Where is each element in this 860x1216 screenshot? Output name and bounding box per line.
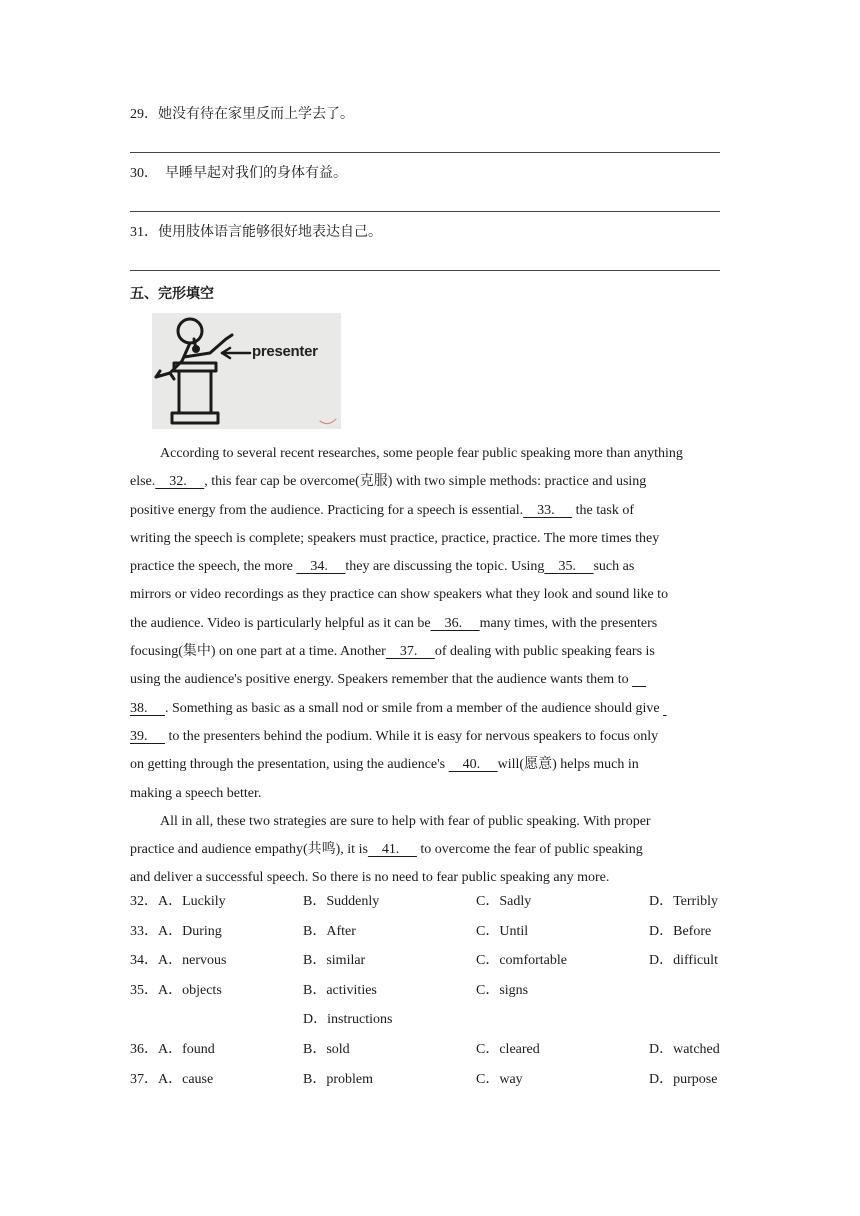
passage-text: practice and audience empathy(共鸣), it is [130,842,368,858]
blank-40[interactable]: 40. [448,757,498,773]
option-36-a[interactable]: 36．A．found [130,1041,215,1057]
passage-text: on getting through the presentation, using the audience's [130,757,449,773]
passage-line [130,581,728,609]
passage-line [130,780,728,808]
option-33-c[interactable]: C．Until [476,923,529,939]
option-33-b[interactable]: B．After [303,923,356,939]
passage-line [130,638,728,666]
passage-line [130,553,728,581]
option-37-b[interactable]: B．problem [303,1071,373,1087]
passage-text: and deliver a successful speech. So there is no need to fear public speaking any more. [130,870,610,886]
section-title: 五、完形填空 [130,286,214,302]
passage-text: writing the speech is complete; speakers must practice, practice, practice. The more times they [130,530,660,546]
passage-text: , this fear cap be overcome(克服) with two simple methods: practice and using [204,474,647,490]
passage-line [130,751,728,779]
passage-text: . Something as basic as a small nod or smile from a member of the audience should give [165,700,664,716]
passage-text: making a speech better. [130,785,262,801]
passage-line [130,440,728,468]
passage-text: to overcome the fear of public speaking [416,842,643,858]
option-row-36 [130,1035,730,1065]
option-35-b[interactable]: B．activities [303,982,377,998]
passage-line [130,723,728,751]
blank-39[interactable]: 39. [130,728,165,744]
passage-text: mirrors or video recordings as they practice can show speakers what they look and sound like to [130,587,669,603]
cloze-passage [130,440,728,893]
option-36-b[interactable]: B．sold [303,1041,350,1057]
blank-35[interactable]: 35. [544,559,594,575]
blank-37[interactable]: 37. [385,644,435,660]
option-row-32 [130,887,730,917]
blank-41[interactable]: 41. [367,842,417,858]
option-row-34 [130,946,730,976]
option-32-c[interactable]: C．Sadly [476,894,532,909]
passage-text: of dealing with public speaking fears is [434,644,655,660]
answer-line-31 [130,270,720,271]
blank-39-start[interactable] [663,695,667,723]
presenter-illustration [152,313,341,429]
option-35-c[interactable]: C．signs [476,982,529,998]
passage-text: positive energy from the audience. Practicing for a speech is essential. [130,502,524,518]
option-34-d[interactable]: D．difficult [649,953,718,969]
option-row-35-cont [130,1005,730,1035]
option-row-35 [130,976,730,1006]
passage-text: using the audience's positive energy. Speakers remember that the audience wants them to [130,672,633,688]
translation-item-29: 29．她没有待在家里反而上学去了。 [130,107,354,122]
passage-line [130,525,728,553]
passage-line [130,836,728,864]
blank-34[interactable]: 34. [296,559,346,575]
passage-text: else. [130,474,156,490]
passage-line [130,497,728,525]
option-35-a[interactable]: 35．A．objects [130,982,222,998]
passage-text: to the presenters behind the podium. While it is easy for nervous speakers to focus only [165,728,659,744]
passage-text: the audience. Video is particularly helpful as it can be [130,615,431,631]
option-34-c[interactable]: C．comfortable [476,953,567,969]
option-35-d[interactable]: D．instructions [303,1012,393,1028]
answer-line-30 [130,211,720,212]
translation-item-30: 30． 早睡早起对我们的身体有益。 [130,166,347,181]
passage-text: practice the speech, the more [130,559,297,575]
answer-line-29 [130,152,720,153]
blank-38[interactable]: 38. [130,700,165,716]
passage-line [130,666,728,694]
option-34-a[interactable]: 34．A．nervous [130,953,227,969]
figure-label: presenter [252,343,318,360]
passage-line [130,610,728,638]
passage-line [130,808,728,836]
option-33-d[interactable]: D．Before [649,923,712,939]
option-37-a[interactable]: 37．A．cause [130,1071,214,1087]
blank-33[interactable]: 33. [523,502,573,518]
passage-text: According to several recent researches, some people fear public speaking more than anything [160,446,683,461]
option-row-33 [130,917,730,947]
passage-text: All in all, these two strategies are sure to help with fear of public speaking. With proper [160,813,651,829]
passage-text: the task of [572,502,634,518]
option-row-37 [130,1065,730,1095]
option-37-d[interactable]: D．purpose [649,1071,718,1087]
presenter-at-podium-icon [152,313,341,429]
blank-32[interactable]: 32. [155,474,205,490]
blank-36[interactable]: 36. [430,615,480,631]
option-32-d[interactable]: D．Terribly [649,894,719,909]
answer-options [130,887,730,1094]
passage-text: will(愿意) helps much in [497,757,639,773]
option-32-a[interactable]: 32．A．Luckily [130,894,226,909]
option-34-b[interactable]: B．similar [303,953,366,969]
passage-line [130,695,728,723]
passage-text: such as [593,559,635,575]
passage-text: focusing(集中) on one part at a time. Another [130,644,386,660]
option-36-c[interactable]: C．cleared [476,1041,540,1057]
passage-line [130,468,728,496]
option-33-a[interactable]: 33．A．During [130,923,222,939]
passage-text: they are discussing the topic. Using [345,559,545,575]
option-32-b[interactable]: B．Suddenly [303,894,380,909]
translation-item-31: 31．使用肢体语言能够很好地表达自己。 [130,225,382,240]
option-37-c[interactable]: C．way [476,1071,523,1087]
option-36-d[interactable]: D．watched [649,1041,720,1057]
passage-text: many times, with the presenters [479,615,658,631]
blank-38-start[interactable] [632,666,646,694]
